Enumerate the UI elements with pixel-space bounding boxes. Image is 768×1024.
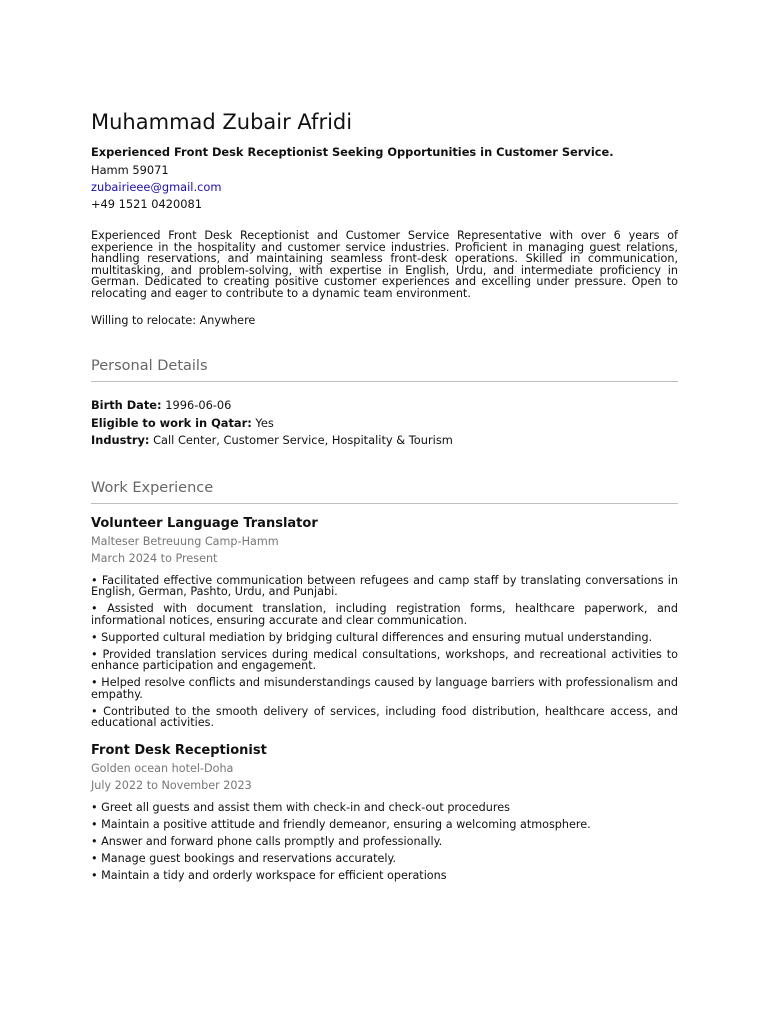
job-title: Volunteer Language Translator	[91, 515, 318, 531]
detail-label: Eligible to work in Qatar:	[91, 415, 252, 430]
job-bullets	[91, 802, 678, 882]
list-item: • Greet all guests and assist them with check-in and check-out procedures	[91, 800, 510, 814]
list-item: • Facilitated effective communication between refugees and camp staff by translating conversations in English, German, Pashto, Urdu, and Punjabi.	[91, 573, 678, 598]
contact-location: Hamm 59071	[91, 163, 169, 177]
detail-row-birth-date	[91, 397, 678, 415]
list-item: • Maintain a positive attitude and friendly demeanor, ensuring a welcoming atmosphere.	[91, 817, 591, 831]
detail-label: Industry:	[91, 433, 150, 447]
candidate-headline: Experienced Front Desk Receptionist Seeking Opportunities in Customer Service.	[91, 145, 614, 159]
list-item: • Assisted with document translation, including registration forms, healthcare paperwork, and informational notices, ensuring accurate and clear communication.	[91, 602, 678, 627]
personal-details-list	[91, 397, 678, 450]
summary-paragraph: Experienced Front Desk Receptionist and Customer Service Representative with over 6 years of experience in the hospitality and customer service industries. Proficient in managing guest relations, handling reservations, and maintaining seamless front-desk operations. Skilled in communication, multitasking, and problem-solving, with expertise in English, Urdu, and intermediate proficiency in German. Dedicated to creating positive customer experiences and excelling under pressure. Open to relocating and eager to contribute to a dynamic team environment.	[91, 229, 678, 300]
list-item: • Provided translation services during medical consultations, workshops, and recreational activities to enhance participation and engagement.	[91, 647, 678, 672]
job-dates: July 2022 to November 2023	[91, 778, 252, 792]
list-item: • Helped resolve conflicts and misunderstandings caused by language barriers with professionalism and empathy.	[91, 676, 678, 701]
relocation-preference: Willing to relocate: Anywhere	[91, 314, 256, 327]
list-item: • Supported cultural mediation by bridging cultural differences and ensuring mutual understanding.	[91, 630, 653, 644]
detail-value: Yes	[255, 415, 274, 430]
section-divider	[91, 381, 678, 382]
detail-value: 1996-06-06	[165, 398, 232, 412]
section-divider	[91, 503, 678, 504]
list-item: • Manage guest bookings and reservations accurately.	[91, 851, 397, 865]
job-dates: March 2024 to Present	[91, 551, 218, 565]
detail-label: Birth Date:	[91, 398, 162, 412]
job-title: Front Desk Receptionist	[91, 742, 267, 758]
list-item: • Answer and forward phone calls promptly and professionally.	[91, 834, 443, 848]
job-entry	[91, 515, 678, 729]
list-item: • Maintain a tidy and orderly workspace for efficient operations	[91, 868, 447, 882]
job-entry	[91, 742, 678, 882]
personal-details-heading: Personal Details	[91, 358, 208, 374]
job-company: Golden ocean hotel-Doha	[91, 761, 234, 775]
job-bullets	[91, 575, 678, 729]
detail-value: Call Center, Customer Service, Hospitality & Tourism	[153, 433, 453, 447]
detail-row-industry	[91, 432, 678, 450]
contact-phone: +49 1521 0420081	[91, 197, 202, 211]
work-experience-heading: Work Experience	[91, 479, 214, 496]
detail-row-work-eligibility	[91, 415, 678, 433]
contact-email-link[interactable]: zubairieee@gmail.com	[91, 180, 222, 194]
job-company: Malteser Betreuung Camp-Hamm	[91, 534, 279, 548]
resume-content	[91, 108, 678, 887]
list-item: • Contributed to the smooth delivery of services, including food distribution, healthcare access, and educational activities.	[91, 704, 678, 729]
candidate-name: Muhammad Zubair Afridi	[91, 110, 353, 134]
